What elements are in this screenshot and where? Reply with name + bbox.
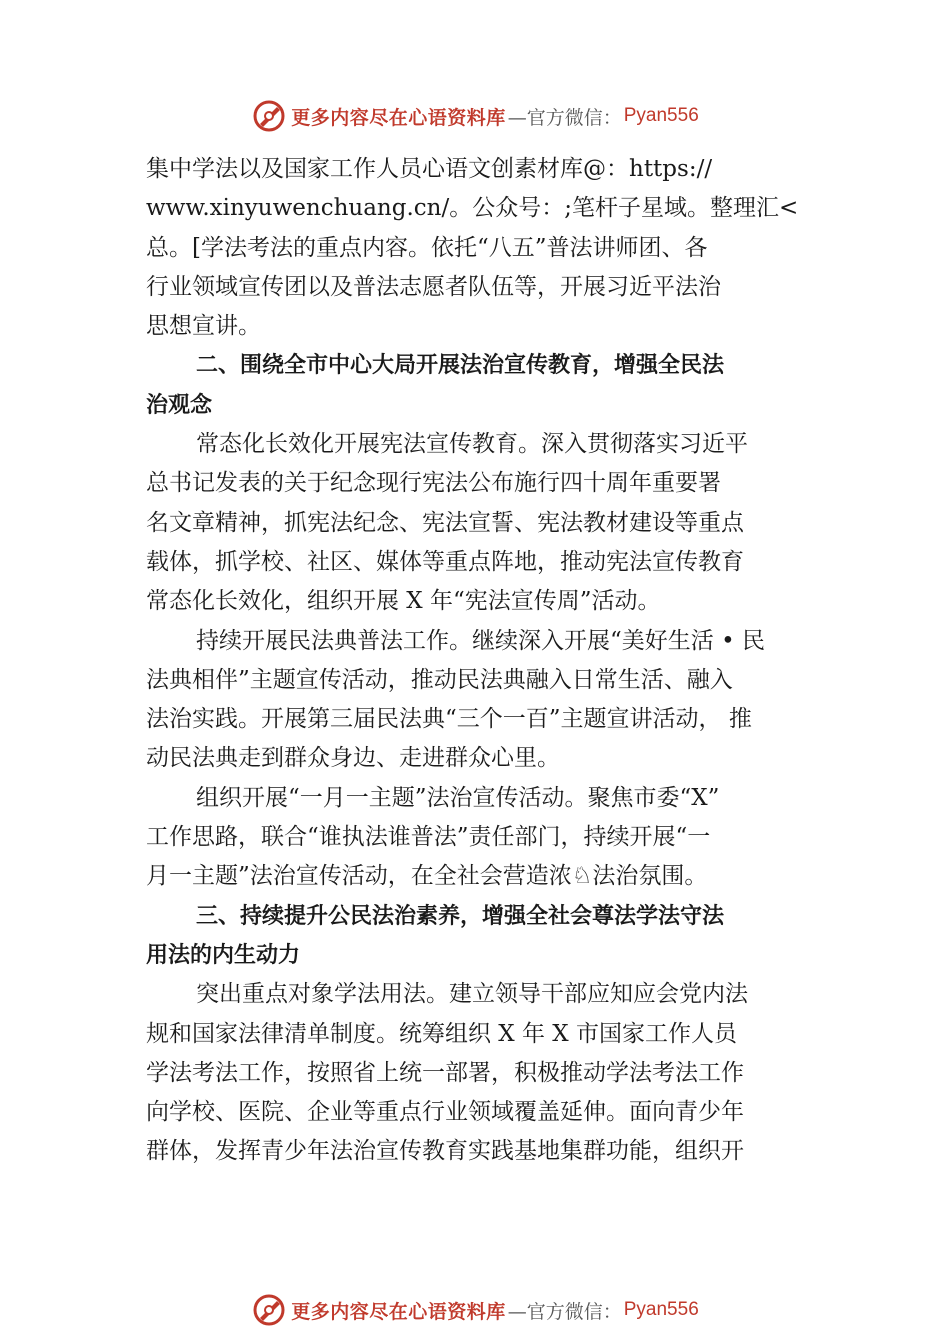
section-heading: 二、围绕全市中心大局开展法治宣传教育，增强全民法 [196,353,725,379]
banner-wechat-id: Pyan556 [623,1299,699,1320]
text-line: 集中学法以及国家工作人员心语文创素材库@：https:// [146,156,713,182]
text-line: 法典相伴”主题宣传活动，推动民法典融入日常生活、融入 [146,666,733,693]
text-line: 思想宣讲。 [146,313,261,340]
text-line: 月一主题”法治宣传活动，在全社会营造浓♘法治氛围。 [146,863,708,890]
text-line: 载体，抓学校、社区、媒体等重点阵地，推动宪法宣传教育 [146,548,744,575]
banner-subtitle: —官方微信： [507,106,622,129]
text-line: 持续开展民法典普法工作。继续深入开展“美好生活 • 民 [196,627,765,654]
footer-banner [0,1290,950,1330]
banner-title: 更多内容尽在心语资料库 [291,1300,506,1323]
text-line: 常态化长效化开展宪法宣传教育。深入贯彻落实习近平 [196,431,748,458]
text-line: 突出重点对象学法用法。建立领导干部应知应会党内法 [196,981,748,1008]
text-line: 规和国家法律清单制度。统筹组织 X 年 X 市国家工作人员 [146,1020,737,1047]
text-line: 行业领域宣传团以及普法志愿者队伍等，开展习近平法治 [146,273,721,300]
brand-logo-icon [251,1292,287,1328]
document-body [146,150,826,1172]
header-banner [0,96,950,136]
text-line: 法治实践。开展第三届民法典“三个一百”主题宣讲活动， 推 [146,706,752,733]
text-line: 总书记发表的关于纪念现行宪法公布施行四十周年重要署 [146,470,721,497]
text-line: 群体，发挥青少年法治宣传教育实践基地集群功能，组织开 [146,1138,744,1165]
banner-subtitle: —官方微信： [507,1300,622,1323]
section-heading: 三、持续提升公民法治素养，增强全社会尊法学法守法 [196,903,725,929]
text-line: 总。[学法考法的重点内容。依托“八五”普法讲师团、各 [146,234,708,261]
text-line: 组织开展“一月一主题”法治宣传活动。聚焦市委“X” [196,784,720,811]
text-line: 向学校、医院、企业等重点行业领域覆盖延伸。面向青少年 [146,1099,744,1126]
section-heading: 治观念 [146,392,213,418]
text-line: 常态化长效化，组织开展 X 年“宪法宣传周”活动。 [146,588,661,615]
section-heading: 用法的内生动力 [146,942,301,968]
text-line: 动民法典走到群众身边、走进群众心里。 [146,745,560,772]
banner-wechat-id: Pyan556 [623,105,699,126]
banner-title: 更多内容尽在心语资料库 [291,106,506,129]
text-line: 学法考法工作，按照省上统一部署，积极推动学法考法工作 [146,1059,744,1086]
text-line: 名文章精神，抓宪法纪念、宪法宣誓、宪法教材建设等重点 [146,509,744,536]
text-line: www.xinyuwenchuang.cn/。公众号：;笔杆子星域。整理汇< [146,195,799,222]
text-line: 工作思路，联合“谁执法谁普法”责任部门，持续开展“一 [146,824,711,851]
brand-logo-icon [251,98,287,134]
